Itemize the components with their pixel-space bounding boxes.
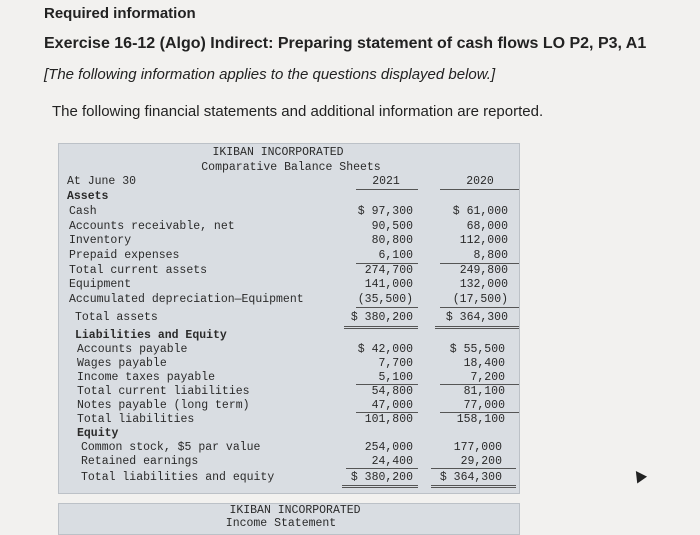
- row-value-2020: 18,400: [463, 357, 505, 370]
- row-label: Common stock, $5 par value: [81, 441, 261, 454]
- row-value-2021: 5,100: [378, 371, 413, 384]
- double-underline-2020: [431, 487, 516, 488]
- row-label: Total liabilities: [77, 413, 195, 426]
- row-label: Notes payable (long term): [77, 399, 250, 412]
- total-underline-2020: [431, 468, 516, 469]
- row-value-2020: (17,500): [452, 293, 508, 306]
- row-value-2021: 54,800: [371, 385, 413, 398]
- double-underline-2020: [435, 328, 519, 329]
- row-value-2020: 7,200: [470, 371, 505, 384]
- row-label: Total liabilities and equity: [81, 471, 275, 484]
- row-value-2021: 6,100: [378, 249, 413, 262]
- row-value-2020: $ 55,500: [449, 343, 505, 356]
- row-label: Total current liabilities: [77, 385, 250, 398]
- exercise-title: Exercise 16-12 (Algo) Indirect: Preparing statement of cash flows LO P2, P3, A1: [44, 35, 647, 52]
- double-underline-2021: [344, 326, 418, 327]
- column-2021: 2021: [372, 175, 400, 188]
- required-information-heading: Required information: [44, 5, 196, 22]
- double-underline-2021: [342, 487, 418, 488]
- row-value-2021: 141,000: [364, 278, 413, 291]
- row-value-2021: 101,800: [364, 413, 413, 426]
- row-value-2020: $ 61,000: [452, 205, 508, 218]
- row-value-2021: $ 97,300: [357, 205, 413, 218]
- row-label: Accounts payable: [77, 343, 188, 356]
- total-underline-2021: [346, 468, 418, 469]
- row-value-2020: 249,800: [459, 264, 508, 277]
- row-value-2021: 254,000: [364, 441, 413, 454]
- assets-heading: Assets: [67, 190, 109, 203]
- double-underline-2020: [435, 326, 519, 327]
- row-value-2020: $ 364,300: [445, 311, 508, 324]
- header-underline-2021: [356, 189, 418, 190]
- row-value-2020: 8,800: [473, 249, 508, 262]
- row-label: Equipment: [69, 278, 132, 291]
- row-label: Prepaid expenses: [69, 249, 180, 262]
- date-label: At June 30: [67, 175, 137, 188]
- row-label: Inventory: [69, 234, 132, 247]
- header-underline-2020: [440, 189, 519, 190]
- total-underline-2021: [356, 307, 418, 308]
- row-value-2020: 81,100: [463, 385, 505, 398]
- row-label: Total current assets: [69, 264, 208, 277]
- row-value-2021: (35,500): [357, 293, 413, 306]
- row-value-2021: 24,400: [371, 455, 413, 468]
- row-value-2020: 177,000: [453, 441, 502, 454]
- double-underline-2021: [342, 485, 418, 486]
- row-label: Total assets: [75, 311, 158, 324]
- income-statement-panel: [58, 503, 520, 535]
- row-label: Accumulated depreciation—Equipment: [69, 293, 304, 306]
- income-company-name: IKIBAN INCORPORATED: [229, 504, 361, 517]
- row-value-2020: 68,000: [466, 220, 508, 233]
- row-value-2020: 158,100: [456, 413, 505, 426]
- row-value-2021: 80,800: [371, 234, 413, 247]
- row-value-2020: 77,000: [463, 399, 505, 412]
- row-label: Income taxes payable: [77, 371, 216, 384]
- statement-title: Comparative Balance Sheets: [201, 161, 381, 174]
- row-label: Accounts receivable, net: [69, 220, 235, 233]
- row-value-2021: $ 380,200: [350, 311, 413, 324]
- row-value-2020: 112,000: [459, 234, 508, 247]
- row-value-2021: $ 42,000: [357, 343, 413, 356]
- row-label: Wages payable: [77, 357, 167, 370]
- row-label: Retained earnings: [81, 455, 199, 468]
- income-statement-title: Income Statement: [225, 517, 337, 530]
- double-underline-2020: [431, 485, 516, 486]
- row-value-2020: 29,200: [460, 455, 502, 468]
- row-value-2021: 7,700: [378, 357, 413, 370]
- row-value-2021: 47,000: [371, 399, 413, 412]
- total-underline-2020: [440, 307, 519, 308]
- company-name: IKIBAN INCORPORATED: [212, 146, 344, 159]
- row-label: Cash: [69, 205, 97, 218]
- intro-text: The following financial statements and additional information are reported.: [52, 103, 544, 120]
- mouse-cursor-icon: [631, 468, 647, 484]
- row-value-2020: $ 364,300: [439, 471, 502, 484]
- liabilities-equity-heading: Liabilities and Equity: [75, 329, 227, 342]
- row-value-2021: $ 380,200: [350, 471, 413, 484]
- row-value-2020: 132,000: [459, 278, 508, 291]
- equity-heading: Equity: [77, 427, 119, 440]
- double-underline-2021: [344, 328, 418, 329]
- info-note: [The following information applies to the questions displayed below.]: [44, 66, 496, 83]
- row-value-2021: 274,700: [364, 264, 413, 277]
- column-2020: 2020: [466, 175, 494, 188]
- row-value-2021: 90,500: [371, 220, 413, 233]
- balance-sheet-panel: [58, 143, 520, 494]
